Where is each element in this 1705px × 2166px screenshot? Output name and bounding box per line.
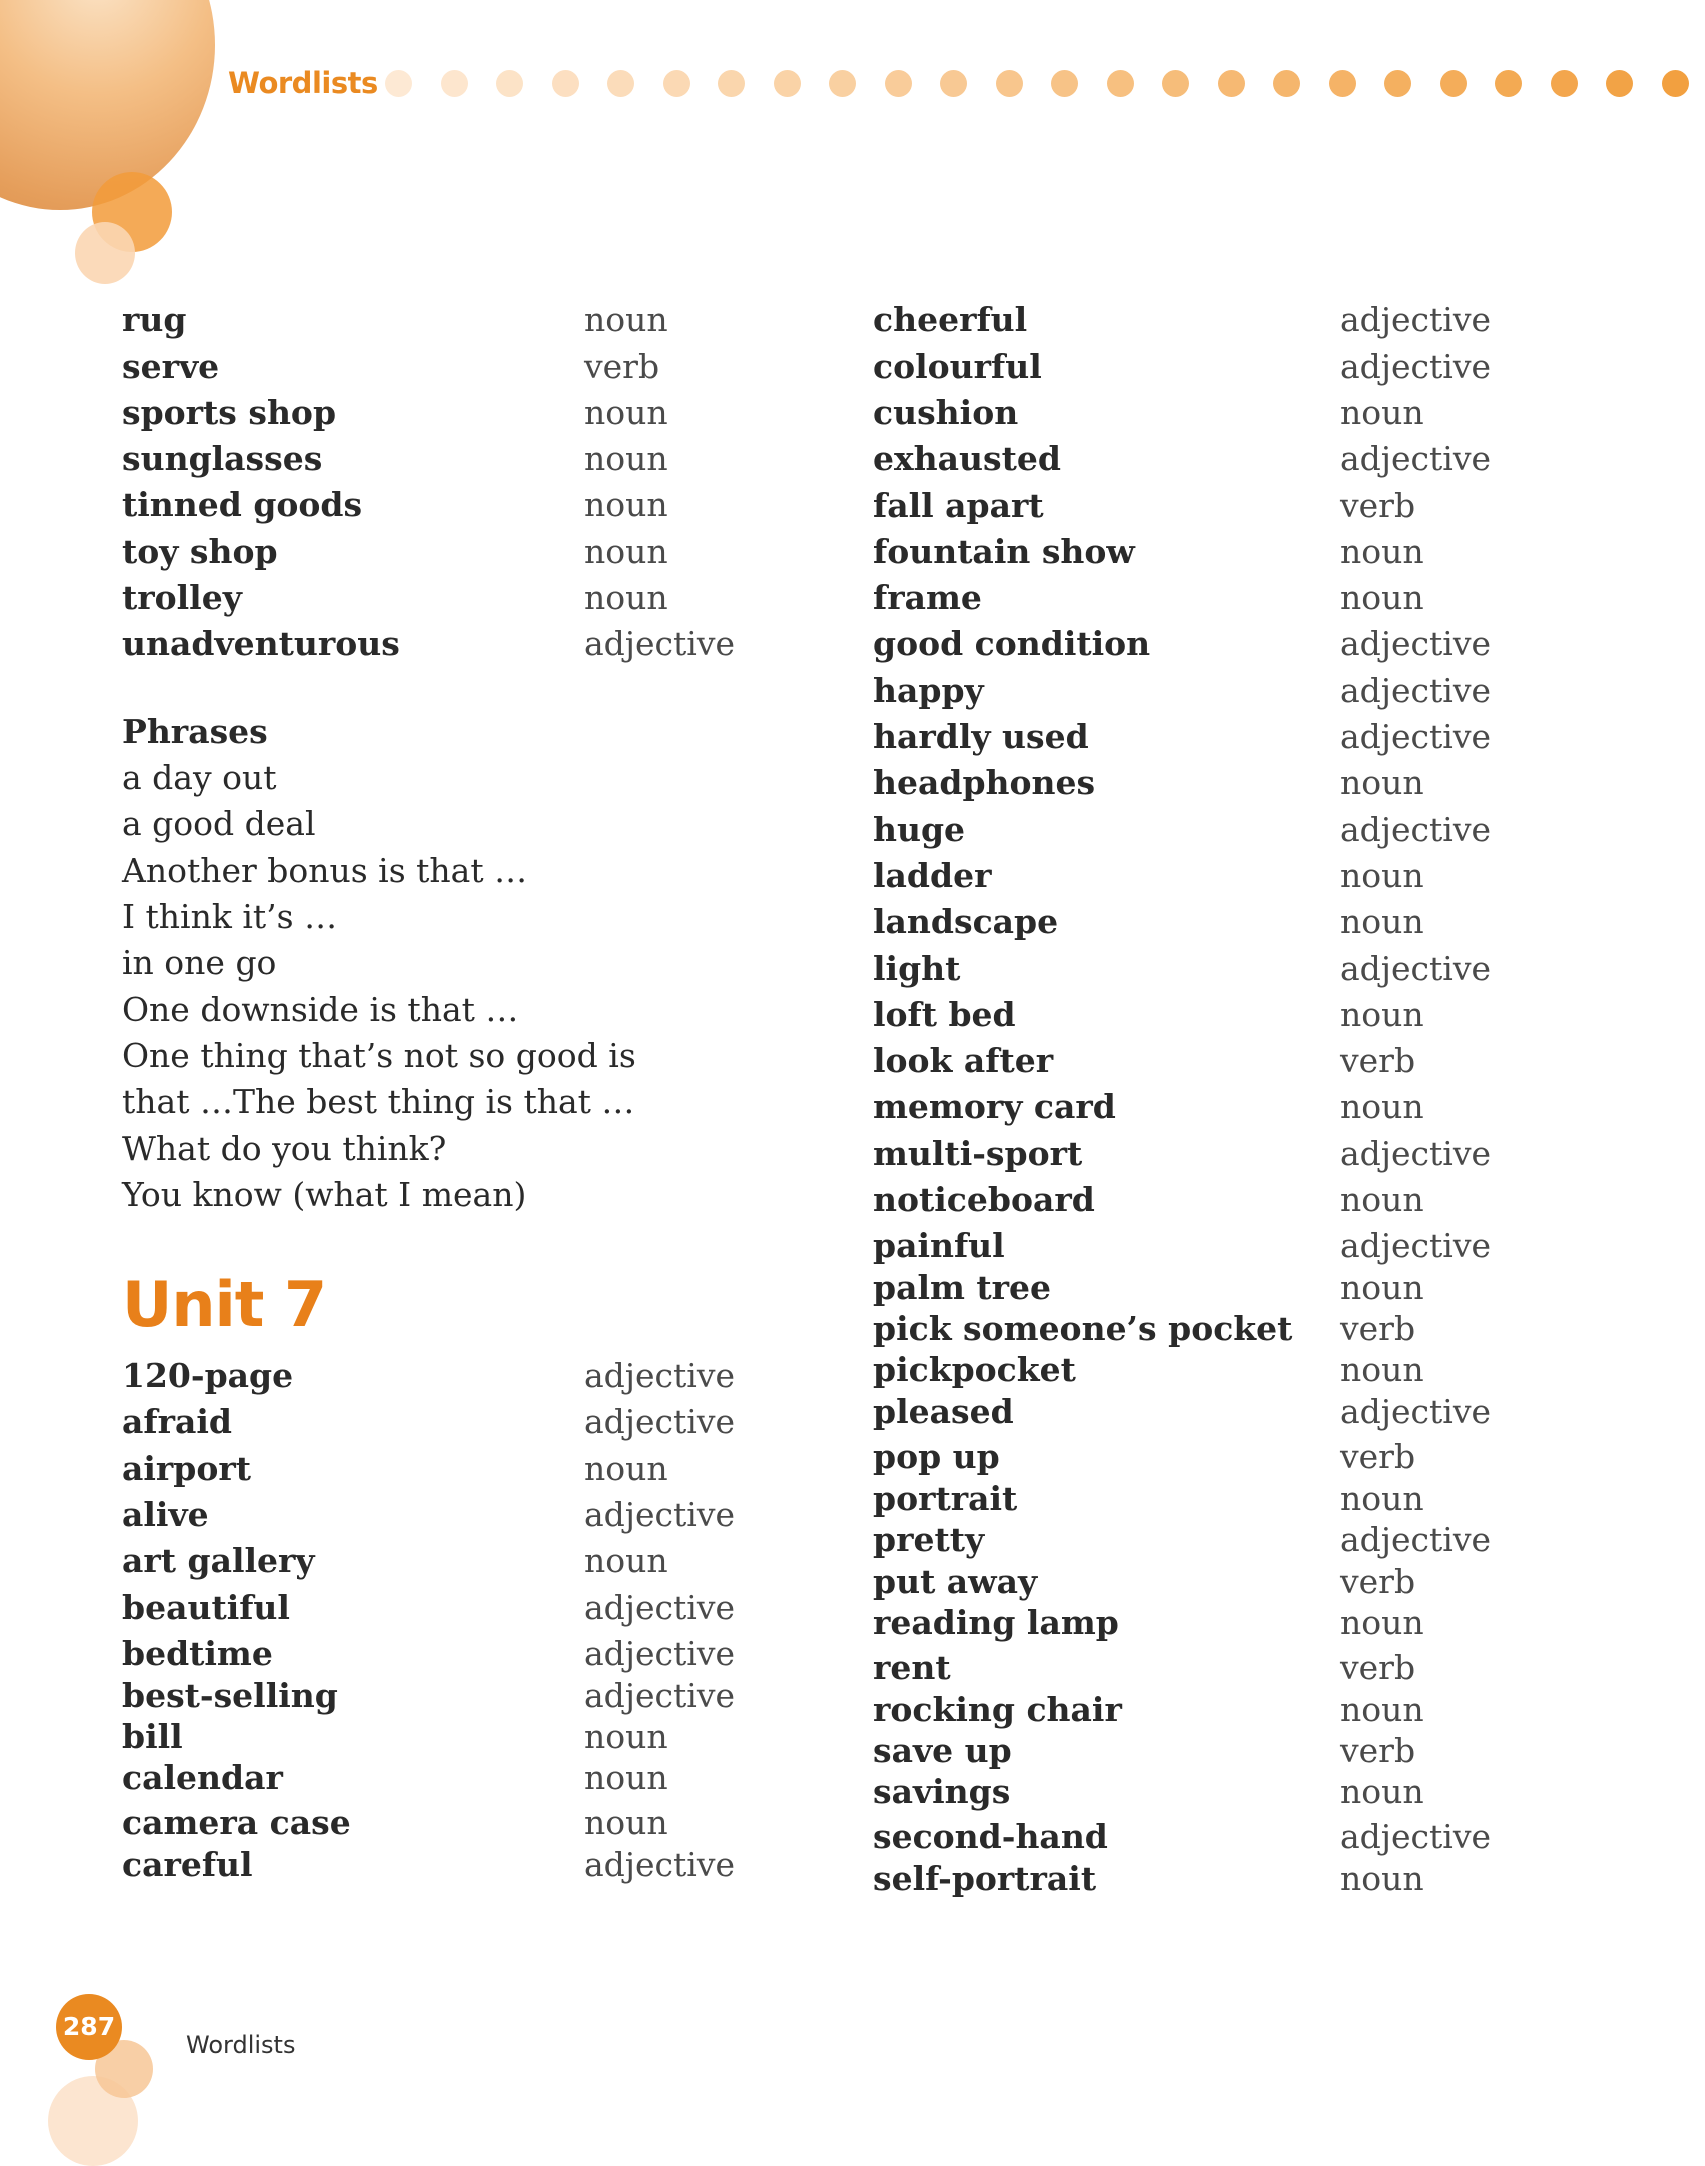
right-entry-word: happy	[873, 671, 984, 710]
decorative-dot	[1273, 70, 1300, 97]
unit-entry-word: bedtime	[122, 1634, 273, 1673]
right-entry-part-of-speech: verb	[1340, 1041, 1416, 1080]
decorative-dot	[1051, 70, 1078, 97]
right-entry-word: huge	[873, 810, 966, 849]
right-entry-word: colourful	[873, 347, 1042, 386]
phrase-item: One downside is that …	[122, 990, 519, 1029]
right-entry-word: self-portrait	[873, 1859, 1097, 1898]
right-entry-word: light	[873, 949, 961, 988]
phrase-item: You know (what I mean)	[122, 1175, 527, 1214]
right-entry-word: painful	[873, 1226, 1005, 1265]
right-entry-word: pretty	[873, 1520, 985, 1559]
unit-entry-part-of-speech: adjective	[584, 1634, 736, 1673]
right-entry-part-of-speech: noun	[1340, 532, 1424, 571]
unit-entry-word: airport	[122, 1449, 252, 1488]
decorative-dot	[1606, 70, 1633, 97]
right-entry-part-of-speech: adjective	[1340, 717, 1492, 756]
right-entry-part-of-speech: adjective	[1340, 439, 1492, 478]
right-entry-part-of-speech: noun	[1340, 1479, 1424, 1518]
decorative-dot	[940, 70, 967, 97]
unit-entry-word: afraid	[122, 1402, 232, 1441]
right-entry-word: fountain show	[873, 532, 1135, 571]
right-entry-part-of-speech: noun	[1340, 1268, 1424, 1307]
decorative-dot	[1495, 70, 1522, 97]
left-entry-part-of-speech: noun	[584, 393, 668, 432]
right-entry-word: exhausted	[873, 439, 1061, 478]
unit-entry-word: 120-page	[122, 1356, 294, 1395]
left-entry-part-of-speech: noun	[584, 439, 668, 478]
left-entry-word: serve	[122, 347, 220, 386]
right-entry-part-of-speech: adjective	[1340, 671, 1492, 710]
right-entry-part-of-speech: adjective	[1340, 347, 1492, 386]
decorative-dot	[996, 70, 1023, 97]
decorative-dot	[1551, 70, 1578, 97]
right-entry-part-of-speech: verb	[1340, 1731, 1416, 1770]
right-entry-word: savings	[873, 1772, 1011, 1811]
decorative-dot	[1162, 70, 1189, 97]
left-entry-word: trolley	[122, 578, 242, 617]
right-entry-part-of-speech: noun	[1340, 1690, 1424, 1729]
unit-entry-part-of-speech: adjective	[584, 1495, 736, 1534]
right-entry-part-of-speech: adjective	[1340, 1520, 1492, 1559]
right-entry-part-of-speech: verb	[1340, 1437, 1416, 1476]
decorative-dot	[663, 70, 690, 97]
decorative-dot	[385, 70, 412, 97]
right-entry-word: palm tree	[873, 1268, 1052, 1307]
header-title: Wordlists	[228, 66, 378, 100]
right-entry-part-of-speech: adjective	[1340, 300, 1492, 339]
right-entry-word: cushion	[873, 393, 1019, 432]
decorative-dot	[607, 70, 634, 97]
right-entry-word: loft bed	[873, 995, 1016, 1034]
right-entry-word: pop up	[873, 1437, 1000, 1476]
unit-entry-part-of-speech: noun	[584, 1541, 668, 1580]
decorative-dot	[441, 70, 468, 97]
decorative-ball-light	[75, 222, 135, 284]
phrase-item: in one go	[122, 943, 277, 982]
phrase-item: One thing that’s not so good is	[122, 1036, 636, 1075]
left-entry-word: tinned goods	[122, 485, 363, 524]
unit-entry-part-of-speech: adjective	[584, 1588, 736, 1627]
right-entry-part-of-speech: adjective	[1340, 1134, 1492, 1173]
right-entry-part-of-speech: noun	[1340, 995, 1424, 1034]
right-entry-part-of-speech: verb	[1340, 1648, 1416, 1687]
left-entry-part-of-speech: verb	[584, 347, 660, 386]
left-entry-part-of-speech: noun	[584, 485, 668, 524]
phrase-item: What do you think?	[122, 1129, 447, 1168]
right-entry-word: portrait	[873, 1479, 1018, 1518]
right-entry-word: save up	[873, 1731, 1012, 1770]
footer-label: Wordlists	[186, 2031, 296, 2059]
right-entry-word: look after	[873, 1041, 1054, 1080]
right-entry-part-of-speech: verb	[1340, 1562, 1416, 1601]
right-entry-part-of-speech: noun	[1340, 393, 1424, 432]
unit-entry-word: bill	[122, 1717, 183, 1756]
right-entry-word: headphones	[873, 763, 1096, 802]
right-entry-word: put away	[873, 1562, 1038, 1601]
right-entry-part-of-speech: noun	[1340, 856, 1424, 895]
right-entry-part-of-speech: noun	[1340, 1180, 1424, 1219]
unit-entry-word: beautiful	[122, 1588, 290, 1627]
unit-entry-word: best-selling	[122, 1676, 338, 1715]
phrases-heading: Phrases	[122, 712, 268, 751]
decorative-dot	[1107, 70, 1134, 97]
phrase-item: a day out	[122, 758, 277, 797]
unit-entry-part-of-speech: noun	[584, 1717, 668, 1756]
unit-entry-part-of-speech: adjective	[584, 1676, 736, 1715]
unit-entry-word: camera case	[122, 1803, 351, 1842]
decorative-dot	[552, 70, 579, 97]
decorative-dot	[829, 70, 856, 97]
right-entry-word: good condition	[873, 624, 1151, 663]
phrase-item: Another bonus is that …	[122, 851, 528, 890]
right-entry-part-of-speech: verb	[1340, 1309, 1416, 1348]
right-entry-word: hardly used	[873, 717, 1089, 756]
right-entry-part-of-speech: noun	[1340, 1087, 1424, 1126]
right-entry-part-of-speech: noun	[1340, 1859, 1424, 1898]
unit-entry-part-of-speech: noun	[584, 1803, 668, 1842]
phrase-item: I think it’s …	[122, 897, 338, 936]
right-entry-word: rent	[873, 1648, 951, 1687]
decorative-ball-large	[0, 0, 215, 210]
right-entry-part-of-speech: adjective	[1340, 1392, 1492, 1431]
decorative-dot	[1440, 70, 1467, 97]
unit-entry-word: careful	[122, 1845, 253, 1884]
right-entry-word: pickpocket	[873, 1350, 1076, 1389]
left-entry-word: sports shop	[122, 393, 337, 432]
right-entry-part-of-speech: noun	[1340, 1350, 1424, 1389]
right-entry-part-of-speech: adjective	[1340, 1817, 1492, 1856]
right-entry-word: pleased	[873, 1392, 1014, 1431]
decorative-dot	[1662, 70, 1689, 97]
unit-entry-word: art gallery	[122, 1541, 315, 1580]
unit-entry-part-of-speech: noun	[584, 1758, 668, 1797]
right-entry-part-of-speech: noun	[1340, 578, 1424, 617]
left-entry-word: sunglasses	[122, 439, 323, 478]
right-entry-word: frame	[873, 578, 982, 617]
right-entry-word: rocking chair	[873, 1690, 1122, 1729]
right-entry-word: second-hand	[873, 1817, 1108, 1856]
unit-entry-word: calendar	[122, 1758, 283, 1797]
left-entry-word: rug	[122, 300, 187, 339]
right-entry-word: multi-sport	[873, 1134, 1083, 1173]
right-entry-part-of-speech: adjective	[1340, 949, 1492, 988]
right-entry-word: noticeboard	[873, 1180, 1095, 1219]
unit-entry-word: alive	[122, 1495, 209, 1534]
decorative-dot	[774, 70, 801, 97]
right-entry-part-of-speech: verb	[1340, 486, 1416, 525]
right-entry-word: landscape	[873, 902, 1059, 941]
unit-entry-part-of-speech: adjective	[584, 1845, 736, 1884]
unit-entry-part-of-speech: adjective	[584, 1402, 736, 1441]
right-entry-part-of-speech: noun	[1340, 763, 1424, 802]
left-entry-part-of-speech: noun	[584, 300, 668, 339]
right-entry-part-of-speech: adjective	[1340, 1226, 1492, 1265]
decorative-dot-row	[385, 70, 1705, 100]
decorative-dot	[718, 70, 745, 97]
left-entry-part-of-speech: noun	[584, 532, 668, 571]
decorative-dot	[496, 70, 523, 97]
right-entry-part-of-speech: adjective	[1340, 810, 1492, 849]
phrase-item: a good deal	[122, 804, 316, 843]
left-entry-part-of-speech: noun	[584, 578, 668, 617]
decorative-dot	[1329, 70, 1356, 97]
right-entry-part-of-speech: adjective	[1340, 624, 1492, 663]
unit-heading: Unit 7	[122, 1268, 327, 1341]
left-entry-part-of-speech: adjective	[584, 624, 736, 663]
right-entry-part-of-speech: noun	[1340, 902, 1424, 941]
left-entry-word: unadventurous	[122, 624, 400, 663]
page-number: 287	[62, 2012, 116, 2041]
phrase-item: that …The best thing is that …	[122, 1082, 635, 1121]
left-entry-word: toy shop	[122, 532, 278, 571]
right-entry-word: ladder	[873, 856, 992, 895]
right-entry-part-of-speech: noun	[1340, 1603, 1424, 1642]
right-entry-word: cheerful	[873, 300, 1028, 339]
decorative-dot	[1384, 70, 1411, 97]
right-entry-word: reading lamp	[873, 1603, 1119, 1642]
right-entry-word: fall apart	[873, 486, 1044, 525]
unit-entry-part-of-speech: adjective	[584, 1356, 736, 1395]
right-entry-part-of-speech: noun	[1340, 1772, 1424, 1811]
decorative-dot	[1218, 70, 1245, 97]
right-entry-word: memory card	[873, 1087, 1116, 1126]
decorative-dot	[885, 70, 912, 97]
right-entry-word: pick someone’s pocket	[873, 1309, 1293, 1348]
unit-entry-part-of-speech: noun	[584, 1449, 668, 1488]
